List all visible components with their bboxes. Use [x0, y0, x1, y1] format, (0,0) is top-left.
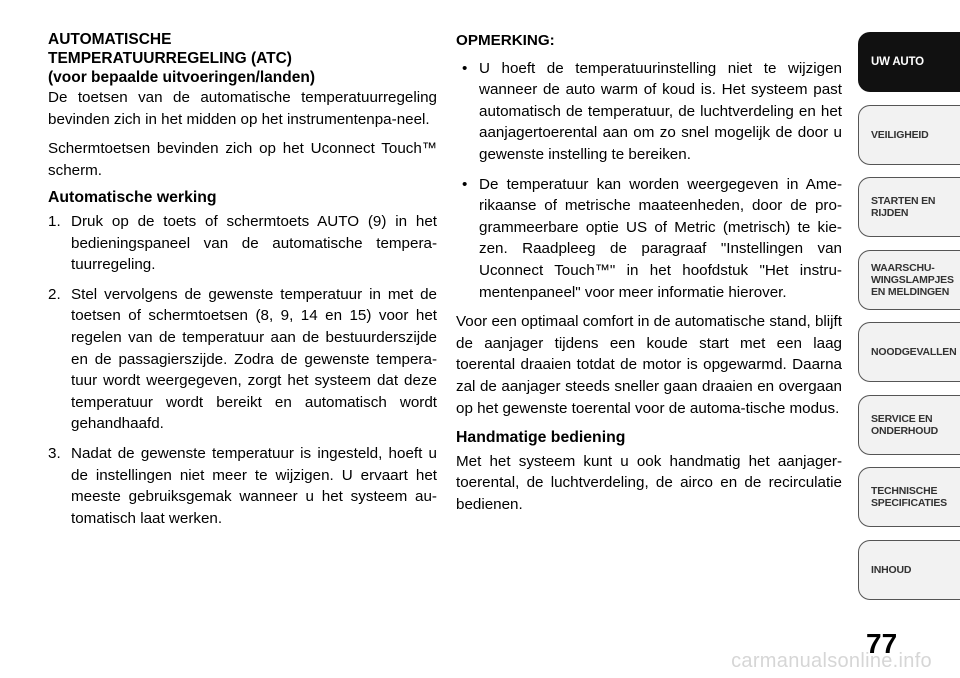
bullet-text: De temperatuur kan worden weergegeven in Ame-rikaanse of metrische maateenheden, door de pro-grammeerbare optie US of Metric (metrisch) te kie-zen. Raadpleeg de paragraaf "Instellingen van Uconnect Touch™" in het hoofdstuk "Het instru-mentenpaneel" voor meer informatie hierover.: [479, 175, 842, 301]
tab-label: VEILIGHEID: [871, 128, 929, 141]
note-title: OPMERKING:: [456, 32, 555, 49]
list-item: [48, 443, 437, 529]
section-title-line2: TEMPERATUURREGELING (ATC): [48, 50, 292, 67]
steps-list: [48, 211, 437, 529]
right-column: [456, 30, 842, 523]
comfort-paragraph: Voor een optimaal comfort in de automatische stand, blijft de aanjager tijdens een koude start met een laag toerental draaien totdat de motor is opgewarmd. Daarna zal de aanjager steeds sneller gaan draaien en overgaan op het gewenste toerental voor de automa-tische modus.: [456, 313, 842, 417]
subheading-automatic: Automatische werking: [48, 189, 217, 207]
section-title: [48, 30, 437, 87]
tab-label: UW AUTO: [871, 56, 924, 68]
page-number: 77: [866, 628, 898, 659]
tab-label: SERVICE EN ONDERHOUD: [871, 412, 939, 437]
chapter-tabs: [858, 32, 960, 612]
tab-inhoud[interactable]: [858, 540, 960, 600]
step-text: Nadat de gewenste temperatuur is ingesteld, hoeft u de instellingen niet meer te wijzigen. U ervaart het meeste gebruiksgemak wanneer u het systeem au-tomatisch laat werken.: [71, 444, 437, 527]
tab-label: STARTEN EN RIJDEN: [871, 195, 936, 219]
intro-paragraph: De toetsen van de automatische temperatuurregeling bevinden zich in het midden op het instrumentenpa-neel.: [48, 89, 437, 128]
tab-label: NOODGEVALLEN: [871, 346, 957, 358]
tab-label: INHOUD: [871, 563, 912, 576]
tab-label: TECHNISCHE SPECIFICATIES: [871, 485, 947, 509]
bullet: •: [462, 175, 468, 193]
section-title-line3: (voor bepaalde uitvoeringen/landen): [48, 69, 315, 86]
tab-veiligheid[interactable]: [858, 105, 960, 165]
tab-noodgevallen[interactable]: [858, 322, 960, 382]
step-number: 2.: [48, 285, 61, 303]
watermark: carmanualsonline.info: [731, 650, 932, 672]
note-list: [456, 58, 842, 304]
left-column: [48, 30, 437, 537]
tab-starten-en-rijden[interactable]: [858, 177, 960, 237]
tab-label: WAARSCHU- WINGSLAMPJES EN MELDINGEN: [871, 261, 954, 298]
subheading-manual: Handmatige bediening: [456, 429, 626, 447]
tab-service-en-onderhoud[interactable]: [858, 395, 960, 455]
list-item: [456, 58, 842, 166]
touch-paragraph: Schermtoetsen bevinden zich op het Uconnect Touch™ scherm.: [48, 140, 437, 179]
list-item: [48, 211, 437, 276]
tab-uw-auto[interactable]: [858, 32, 960, 92]
manual-paragraph: Met het systeem kunt u ook handmatig het aanjager-toerental, de luchtverdeling, de airco en de recirculatie bedienen.: [456, 452, 842, 513]
step-text: Stel vervolgens de gewenste temperatuur in met de toetsen of schermtoetsen (8, 9, 14 en 15) voor het regelen van de temperatuur aan de bestuurderszijde en de passagierszijde. Zodra de gewenste tempera-tuur wordt weergegeven, zorgt het systeem dat deze temperatuur wordt bereikt en automatisch wordt gehandhaafd.: [71, 285, 437, 433]
step-number: 3.: [48, 444, 61, 462]
step-text: Druk op de toets of schermtoets AUTO (9) in het bedieningspaneel van de automatische tempera-tuurregeling.: [71, 212, 437, 274]
list-item: [48, 284, 437, 435]
bullet-text: U hoeft de temperatuurinstelling niet te wijzigen wanneer de auto warm of koud is. Het systeem past automatisch de temperatuur, de luchtverdeling en het aanjagertoerental aan om zo snel mogelijk de door u gewenste instelling te bereiken.: [479, 59, 842, 163]
step-number: 1.: [48, 212, 61, 230]
bullet: •: [462, 59, 468, 77]
tab-waarschuwingslampjes[interactable]: [858, 250, 960, 310]
list-item: [456, 174, 842, 304]
tab-technische-specificaties[interactable]: [858, 467, 960, 527]
section-title-line1: AUTOMATISCHE: [48, 31, 172, 48]
